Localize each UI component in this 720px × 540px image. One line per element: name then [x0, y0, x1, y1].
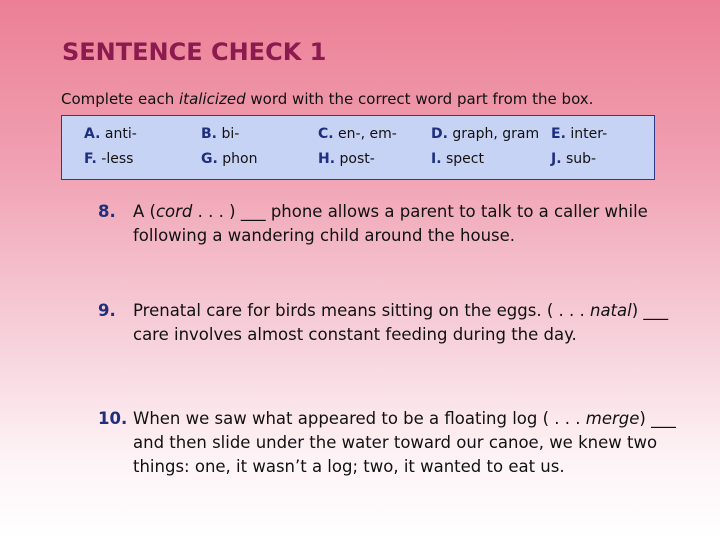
- instructions-italic-word: italicized: [179, 90, 246, 108]
- page-title: SENTENCE CHECK 1: [62, 38, 327, 66]
- option-h: [318, 151, 375, 167]
- option-text: phon: [217, 151, 258, 167]
- word-part-box: [61, 115, 655, 180]
- question-text-pre: A (: [133, 202, 156, 221]
- option-text: bi-: [217, 126, 240, 142]
- question-text-pre: When we saw what appeared to be a floating log ( . . .: [133, 409, 586, 428]
- question-text-post: . . . ) ___ phone allows a parent to talk to a caller while following a wandering child around the house.: [133, 202, 648, 245]
- option-f: [84, 151, 133, 167]
- question-9: [98, 299, 678, 347]
- option-d: [431, 126, 539, 142]
- question-8: [98, 200, 678, 248]
- option-e: [551, 126, 607, 142]
- option-b: [201, 126, 239, 142]
- option-letter: I.: [431, 151, 442, 167]
- option-c: [318, 126, 397, 142]
- question-text: [133, 200, 678, 248]
- option-letter: H.: [318, 151, 336, 167]
- option-text: -less: [96, 151, 134, 167]
- option-letter: C.: [318, 126, 334, 142]
- option-text: inter-: [565, 126, 608, 142]
- question-italic-root: natal: [589, 301, 632, 320]
- option-letter: J.: [551, 151, 562, 167]
- instructions-text-after: word with the correct word part from the box.: [245, 90, 594, 108]
- question-text-pre: Prenatal care for birds means sitting on the eggs. ( . . .: [133, 301, 590, 320]
- question-10: [98, 407, 678, 479]
- option-a: [84, 126, 137, 142]
- question-number: 10.: [98, 409, 128, 428]
- question-text-post: ) ___ and then slide under the water toward our canoe, we knew two things: one, it wasn’t a log; two, it wanted to eat us.: [133, 409, 676, 476]
- question-italic-root: merge: [585, 409, 640, 428]
- option-g: [201, 151, 257, 167]
- option-letter: F.: [84, 151, 97, 167]
- option-i: [431, 151, 484, 167]
- option-text: spect: [441, 151, 484, 167]
- option-text: anti-: [100, 126, 137, 142]
- question-text: [133, 299, 678, 347]
- instructions-text-before: Complete each: [61, 90, 180, 108]
- question-text: [133, 407, 678, 479]
- option-letter: D.: [431, 126, 448, 142]
- option-text: sub-: [561, 151, 597, 167]
- option-letter: B.: [201, 126, 217, 142]
- question-italic-root: cord: [155, 202, 193, 221]
- option-letter: G.: [201, 151, 218, 167]
- option-letter: E.: [551, 126, 566, 142]
- option-letter: A.: [84, 126, 101, 142]
- option-j: [551, 151, 596, 167]
- question-number: 8.: [98, 202, 116, 221]
- option-text: en-, em-: [333, 126, 397, 142]
- instructions: [61, 90, 593, 108]
- option-text: graph, gram: [447, 126, 540, 142]
- question-number: 9.: [98, 301, 116, 320]
- option-text: post-: [335, 151, 375, 167]
- question-text-post: ) ___ care involves almost constant feeding during the day.: [133, 301, 669, 344]
